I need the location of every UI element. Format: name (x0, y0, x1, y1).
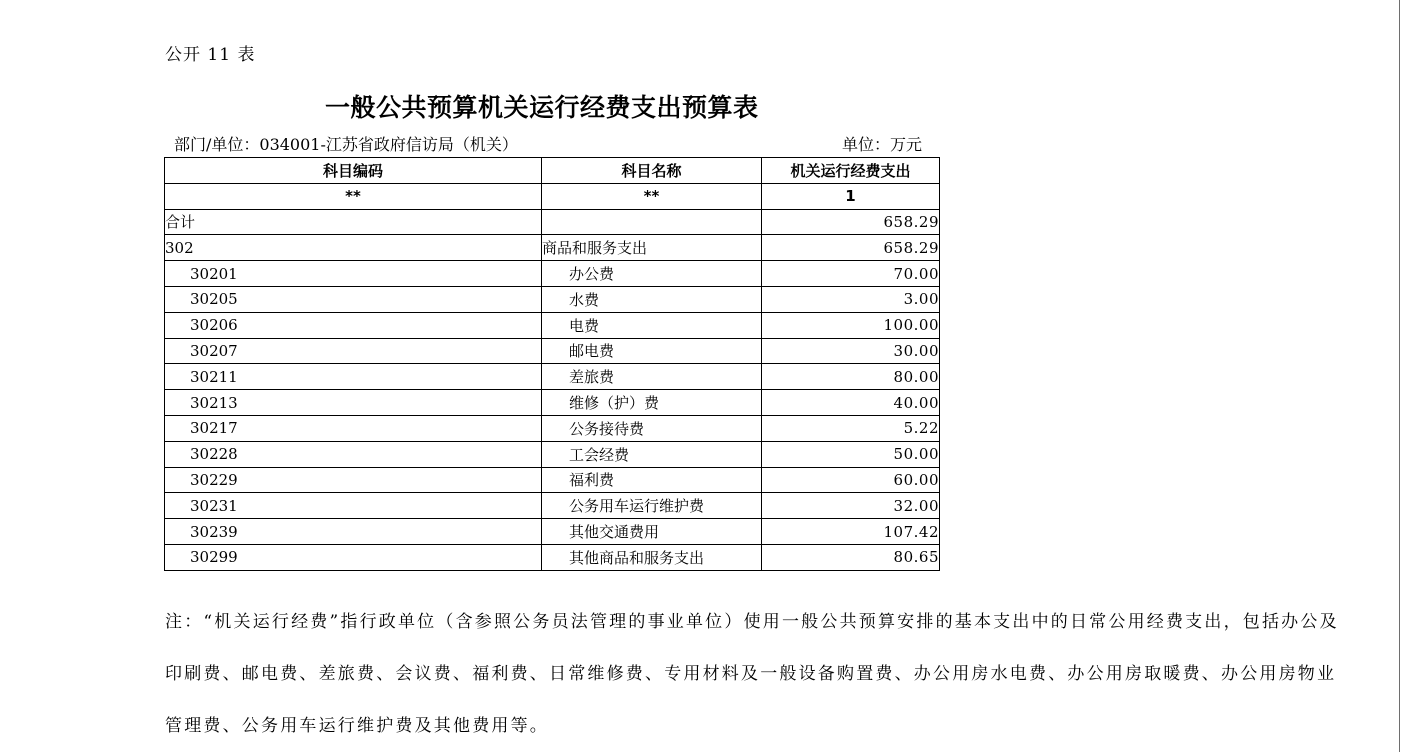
budget-table (164, 157, 940, 571)
row-code: 30217 (165, 415, 542, 441)
row-name: 公务接待费 (542, 415, 762, 441)
table-row (165, 493, 940, 519)
row-amount: 50.00 (762, 441, 940, 467)
table-row (165, 519, 940, 545)
row-amount: 80.65 (762, 544, 940, 570)
row-name: 办公费 (542, 261, 762, 287)
department-label: 部门/单位：034001-江苏省政府信访局（机关） (174, 135, 518, 154)
row-name: 电费 (542, 312, 762, 338)
table-row (165, 312, 940, 338)
table-row (165, 441, 940, 467)
row-amount: 3.00 (762, 286, 940, 312)
row-code: 30211 (165, 364, 542, 390)
row-code: 30206 (165, 312, 542, 338)
row-code: 30228 (165, 441, 542, 467)
row-name: 差旅费 (542, 364, 762, 390)
row-name: 其他商品和服务支出 (542, 544, 762, 570)
total-amount: 658.29 (762, 209, 940, 235)
row-amount: 100.00 (762, 312, 940, 338)
total-label: 合计 (165, 209, 542, 235)
table-row (165, 338, 940, 364)
table-row (165, 390, 940, 416)
header-name: 科目名称 (542, 158, 762, 184)
page-edge-line (1399, 0, 1400, 752)
table-row (165, 286, 940, 312)
row-name: 公务用车运行维护费 (542, 493, 762, 519)
row-name: 工会经费 (542, 441, 762, 467)
category-code: 302 (165, 235, 542, 261)
header-amount: 机关运行经费支出 (762, 158, 940, 184)
row-code: 30231 (165, 493, 542, 519)
index-cell: ** (542, 183, 762, 209)
total-name (542, 209, 762, 235)
row-amount: 5.22 (762, 415, 940, 441)
row-amount: 30.00 (762, 338, 940, 364)
row-code: 30207 (165, 338, 542, 364)
table-row (165, 261, 940, 287)
document-label: 公开 11 表 (165, 45, 256, 65)
row-code: 30299 (165, 544, 542, 570)
row-name: 邮电费 (542, 338, 762, 364)
row-amount: 60.00 (762, 467, 940, 493)
row-name: 维修（护）费 (542, 390, 762, 416)
row-code: 30205 (165, 286, 542, 312)
row-name: 水费 (542, 286, 762, 312)
index-cell: 1 (762, 183, 940, 209)
row-code: 30201 (165, 261, 542, 287)
index-row (165, 183, 940, 209)
unit-label: 单位：万元 (842, 135, 923, 154)
row-amount: 70.00 (762, 261, 940, 287)
row-code: 30229 (165, 467, 542, 493)
row-code: 30213 (165, 390, 542, 416)
row-amount: 80.00 (762, 364, 940, 390)
row-code: 30239 (165, 519, 542, 545)
table-header-row (165, 158, 940, 184)
footnote: 注：“机关运行经费”指行政单位（含参照公务员法管理的事业单位）使用一般公共预算安排的基本支出中的日常公用经费支出，包括办公及印刷费、邮电费、差旅费、会议费、福利费、日常维修费、专用材料及一般设备购置费、办公用房水电费、办公用房取暖费、办公用房物业管理费、公务用车运行维护费及其他费用等。 (165, 612, 1339, 736)
row-amount: 40.00 (762, 390, 940, 416)
row-amount: 32.00 (762, 493, 940, 519)
table-row (165, 415, 940, 441)
index-cell: ** (165, 183, 542, 209)
row-name: 福利费 (542, 467, 762, 493)
category-row (165, 235, 940, 261)
total-row (165, 209, 940, 235)
category-name: 商品和服务支出 (542, 235, 762, 261)
table-row (165, 467, 940, 493)
table-row (165, 544, 940, 570)
table-row (165, 364, 940, 390)
row-amount: 107.42 (762, 519, 940, 545)
category-amount: 658.29 (762, 235, 940, 261)
page-title: 一般公共预算机关运行经费支出预算表 (325, 93, 759, 122)
row-name: 其他交通费用 (542, 519, 762, 545)
header-code: 科目编码 (165, 158, 542, 184)
